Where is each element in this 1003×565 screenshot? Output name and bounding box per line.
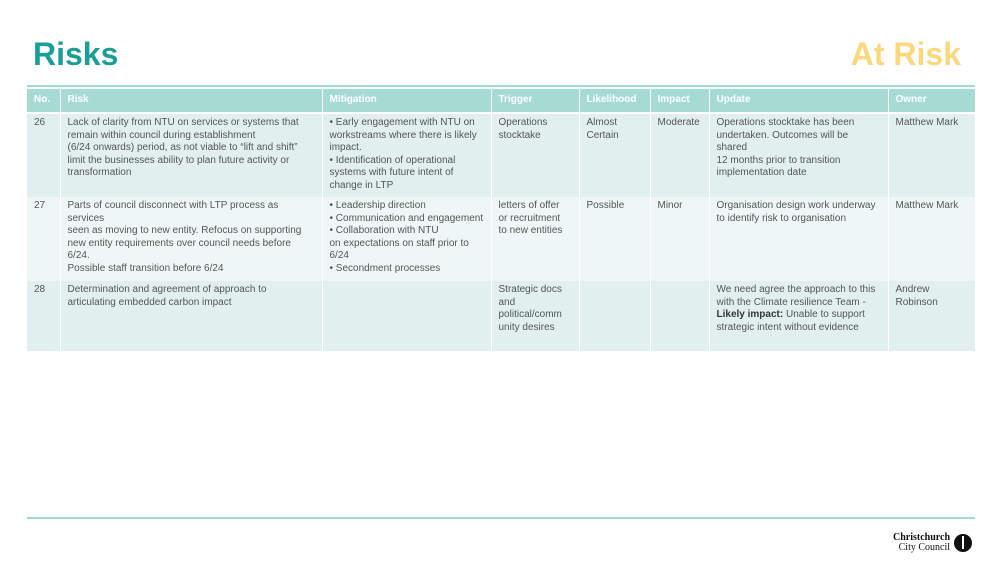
- cell-mitigation: [322, 281, 491, 351]
- cell-risk: Parts of council disconnect with LTP process as services seen as moving to new entity. Refocus on supporting new entity requirements over council needs before 6/24. Possible staff transition before 6/24: [60, 197, 322, 281]
- update-text: Unable to support strategic intent without evidence: [716, 309, 865, 333]
- logo-line1: Christchurch: [893, 532, 951, 543]
- risk-table: [27, 89, 975, 351]
- cell-likelihood: [579, 281, 650, 351]
- logo-text: [893, 533, 950, 553]
- logo-line2: City Council: [898, 542, 951, 553]
- cell-impact: Moderate: [650, 113, 709, 197]
- col-owner: Owner: [888, 89, 975, 113]
- cell-owner: Matthew Mark: [888, 197, 975, 281]
- col-likelihood: Likelihood: [579, 89, 650, 113]
- col-no: No.: [27, 89, 60, 113]
- cell-trigger: letters of offer or recruitment to new entities: [491, 197, 579, 281]
- cell-owner: Andrew Robinson: [888, 281, 975, 351]
- col-trigger: Trigger: [491, 89, 579, 113]
- top-divider: [27, 85, 975, 87]
- col-update: Update: [709, 89, 888, 113]
- table-row: [27, 281, 975, 351]
- table-row: [27, 197, 975, 281]
- status-label: At Risk: [850, 36, 961, 72]
- cell-no: 27: [27, 197, 60, 281]
- cell-likelihood: Possible: [579, 197, 650, 281]
- update-bold-label: Likely impact:: [716, 309, 784, 321]
- cell-trigger: Strategic docs and political/comm unity desires: [491, 281, 579, 351]
- bottom-divider: [27, 517, 975, 519]
- cell-likelihood: Almost Certain: [579, 113, 650, 197]
- table-row: [27, 113, 975, 197]
- update-text: We need agree the approach to this with the Climate resilience Team -: [716, 284, 876, 308]
- cell-mitigation: • Early engagement with NTU on workstreams where there is likely impact. • Identification of operational systems with future intent of change in LTP: [322, 113, 491, 197]
- cell-risk: Determination and agreement of approach to articulating embedded carbon impact: [60, 281, 322, 351]
- cell-update: Operations stocktake has been undertaken. Outcomes will be shared 12 months prior to transition implementation date: [709, 113, 888, 197]
- cell-owner: Matthew Mark: [888, 113, 975, 197]
- cell-impact: Minor: [650, 197, 709, 281]
- cell-risk: Lack of clarity from NTU on services or systems that remain within council during establishment (6/24 onwards) period, as not viable to “lift and shift” limit the businesses ability to plan future activity or transformation: [60, 113, 322, 197]
- col-mitigation: Mitigation: [322, 89, 491, 113]
- cell-no: 28: [27, 281, 60, 351]
- cell-mitigation: • Leadership direction • Communication and engagement • Collaboration with NTU on expectations on staff prior to 6/24 • Secondment processes: [322, 197, 491, 281]
- page-title: Risks: [33, 36, 119, 72]
- col-risk: Risk: [60, 89, 322, 113]
- council-logo: [893, 533, 972, 553]
- cell-update: Organisation design work underway to identify risk to organisation: [709, 197, 888, 281]
- cell-update: [709, 281, 888, 351]
- cell-trigger: Operations stocktake: [491, 113, 579, 197]
- cell-no: 26: [27, 113, 60, 197]
- cell-impact: [650, 281, 709, 351]
- table-header: [27, 89, 975, 113]
- cathedral-spire-icon: [954, 534, 972, 552]
- col-impact: Impact: [650, 89, 709, 113]
